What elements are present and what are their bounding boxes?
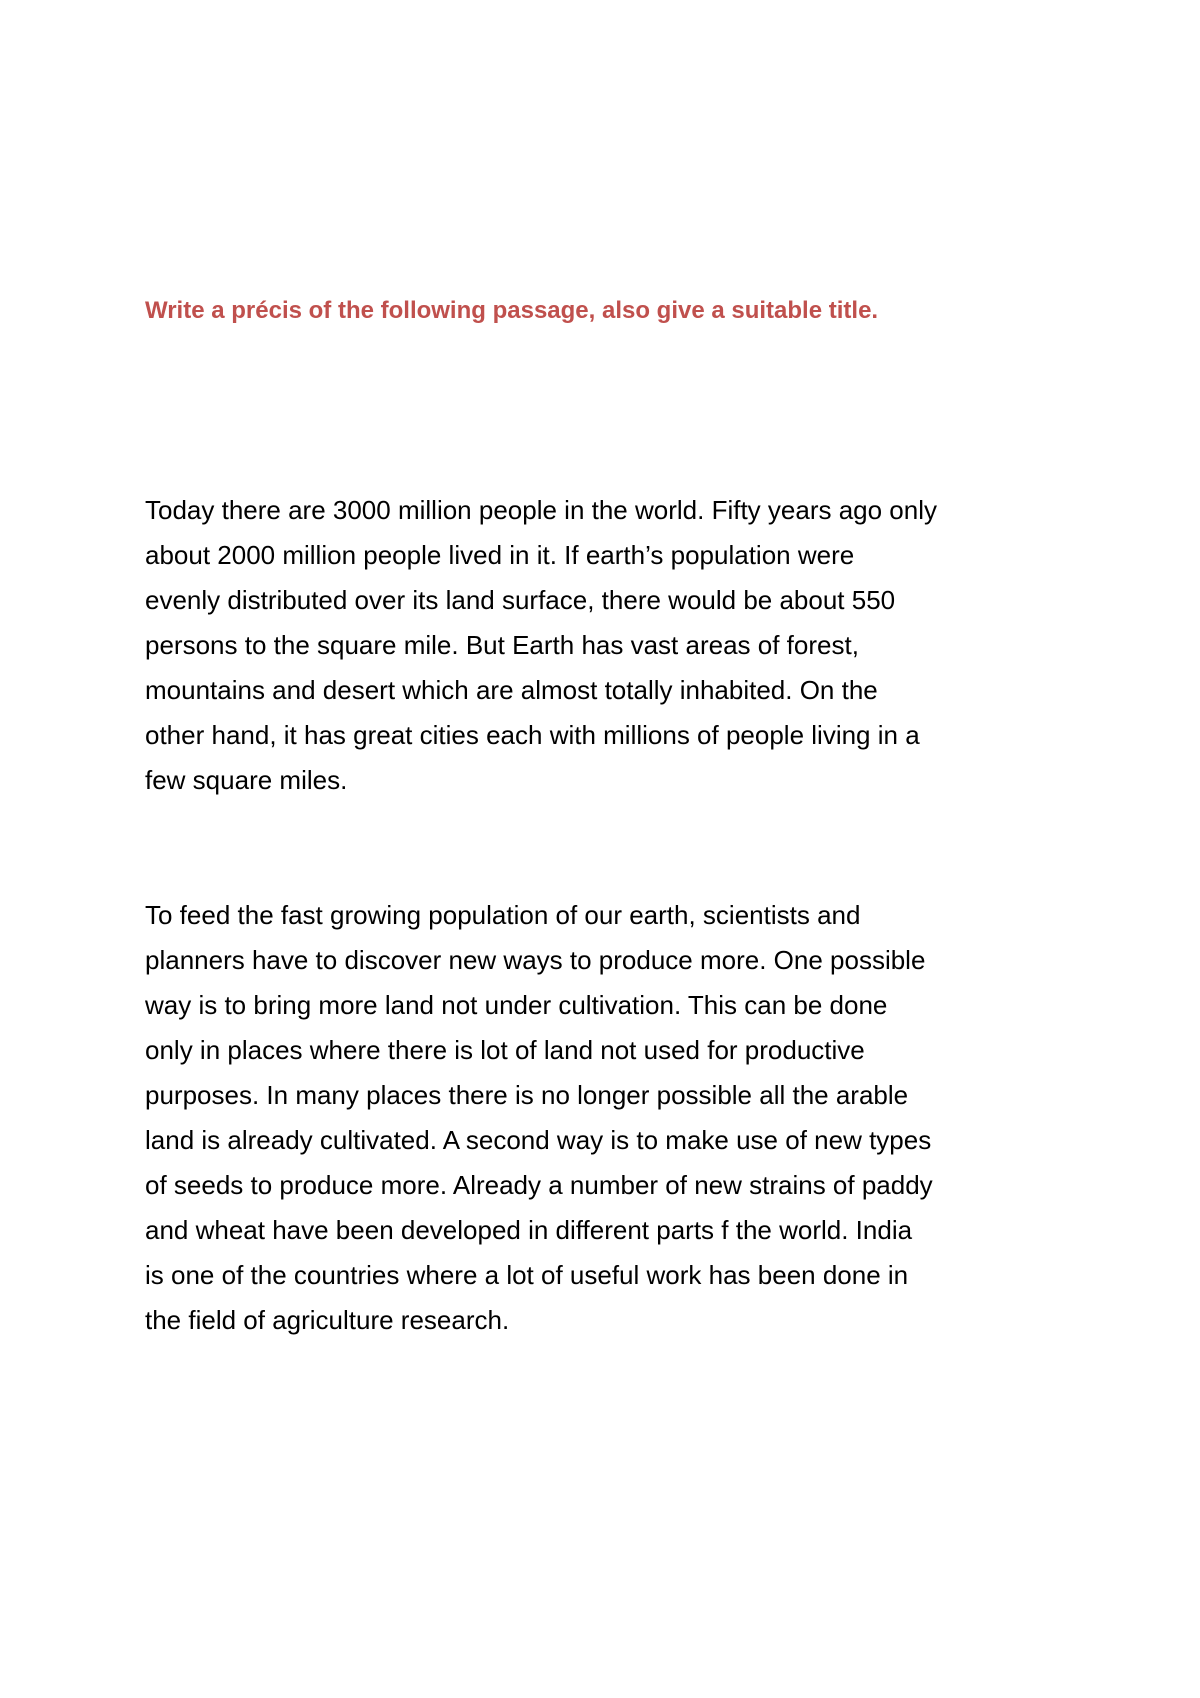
instruction-heading: Write a précis of the following passage, also give a suitable title. [145, 297, 879, 324]
paragraph-line: Today there are 3000 million people in the world. Fifty years ago only [145, 495, 937, 525]
paragraph-line: other hand, it has great cities each with millions of people living in a [145, 720, 920, 750]
paragraph-line: To feed the fast growing population of our earth, scientists and [145, 900, 861, 930]
paragraph-line: the field of agriculture research. [145, 1305, 510, 1335]
paragraph-line: mountains and desert which are almost totally inhabited. On the [145, 675, 878, 705]
paragraph-line: about 2000 million people lived in it. If earth’s population were [145, 540, 855, 570]
paragraph-line: few square miles. [145, 765, 348, 795]
paragraph-line: only in places where there is lot of land not used for productive [145, 1035, 865, 1065]
paragraph-line: purposes. In many places there is no longer possible all the arable [145, 1080, 909, 1110]
paragraph-line: evenly distributed over its land surface, there would be about 550 [145, 585, 896, 615]
paragraph-line: of seeds to produce more. Already a number of new strains of paddy [145, 1170, 933, 1200]
passage-paragraph-1 [145, 488, 1075, 803]
paragraph-line: and wheat have been developed in different parts f the world. India [145, 1215, 913, 1245]
paragraph-line: planners have to discover new ways to produce more. One possible [145, 945, 926, 975]
paragraph-line: land is already cultivated. A second way is to make use of new types [145, 1125, 932, 1155]
passage-paragraph-2 [145, 893, 1075, 1343]
paragraph-line: way is to bring more land not under cultivation. This can be done [145, 990, 888, 1020]
paragraph-line: is one of the countries where a lot of useful work has been done in [145, 1260, 909, 1290]
paragraph-line: persons to the square mile. But Earth has vast areas of forest, [145, 630, 859, 660]
